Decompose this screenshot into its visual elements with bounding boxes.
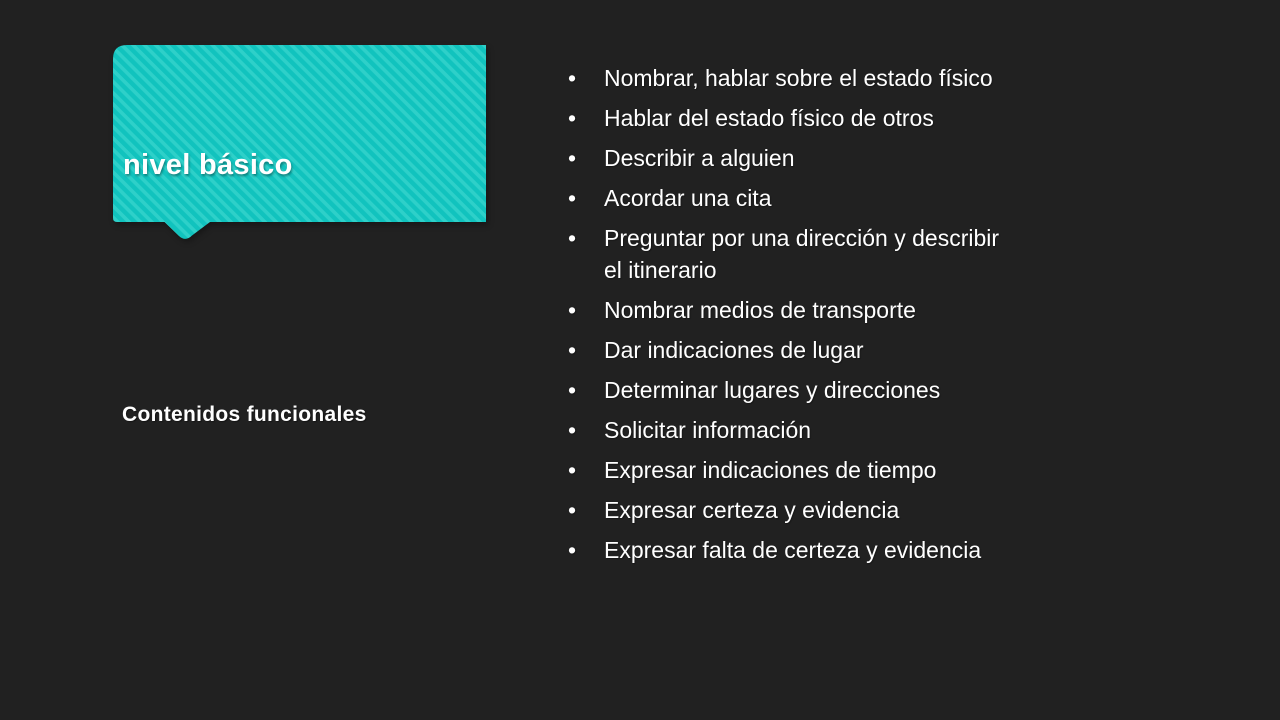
- bullet-list: [560, 62, 1054, 574]
- list-item: [560, 142, 1054, 174]
- list-item: [560, 334, 1054, 366]
- bullet-marker: •: [568, 417, 577, 443]
- list-item: [560, 414, 1054, 446]
- list-item-text: Solicitar información: [604, 417, 812, 443]
- callout-shape-path: [113, 45, 486, 239]
- list-item: [560, 102, 1054, 134]
- list-item-text: Acordar una cita: [604, 185, 772, 211]
- list-item: [560, 534, 1054, 566]
- list-item: [560, 494, 1054, 526]
- list-item: [560, 222, 1054, 286]
- bullet-marker: •: [568, 457, 577, 483]
- list-item-text: Determinar lugares y direcciones: [604, 377, 941, 403]
- bullet-marker: •: [568, 497, 577, 523]
- list-item: [560, 374, 1054, 406]
- list-item-text: Hablar del estado físico de otros: [604, 105, 934, 131]
- list-item-text: Describir a alguien: [604, 145, 795, 171]
- list-item: [560, 62, 1054, 94]
- list-item-text: Nombrar medios de transporte: [604, 297, 916, 323]
- bullet-marker: •: [568, 537, 577, 563]
- bullet-marker: •: [568, 337, 577, 363]
- callout-bubble: [113, 45, 487, 242]
- bullet-marker: •: [568, 377, 577, 403]
- list-item-text: Expresar certeza y evidencia: [604, 497, 900, 523]
- bullet-marker: •: [568, 105, 577, 131]
- bullet-marker: •: [568, 65, 577, 91]
- bullet-marker: •: [568, 297, 577, 323]
- callout-title: nivel básico: [123, 149, 293, 181]
- bullet-marker: •: [568, 225, 577, 251]
- list-item-text: Expresar indicaciones de tiempo: [604, 457, 937, 483]
- bullet-marker: •: [568, 145, 577, 171]
- list-item-text: Preguntar por una dirección y describir el itinerario: [604, 225, 1000, 283]
- list-item-text: Dar indicaciones de lugar: [604, 337, 864, 363]
- list-item: [560, 454, 1054, 486]
- bullet-marker: •: [568, 185, 577, 211]
- callout-bubble-shape: [113, 45, 487, 242]
- caption-contenidos-funcionales: Contenidos funcionales: [122, 403, 367, 426]
- list-item: [560, 182, 1054, 214]
- list-item-text: Nombrar, hablar sobre el estado físico: [604, 65, 993, 91]
- list-item-text: Expresar falta de certeza y evidencia: [604, 537, 982, 563]
- list-item: [560, 294, 1054, 326]
